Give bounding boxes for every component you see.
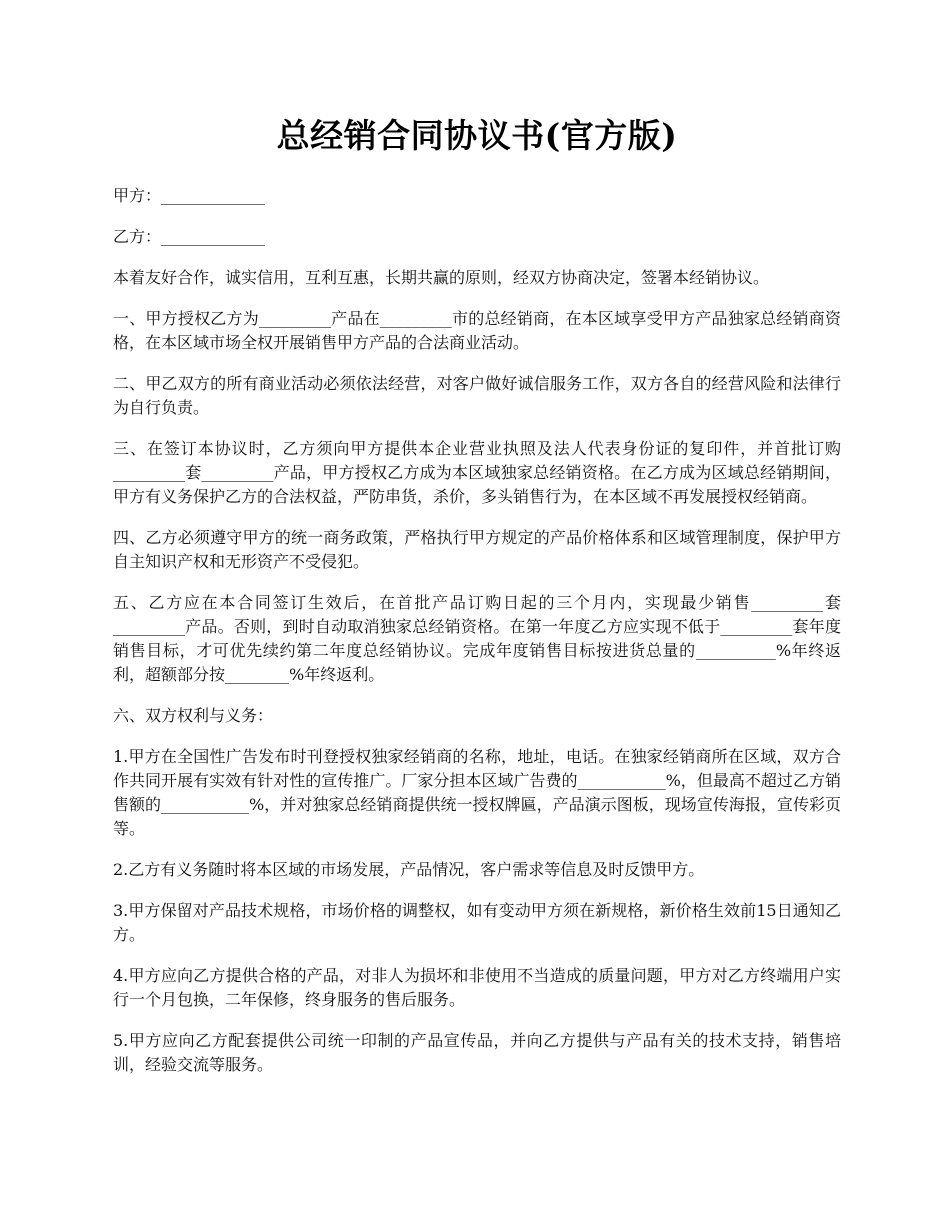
clause-3-paragraph: 三、在签订本协议时，乙方须向甲方提供本企业营业执照及法人代表身份证的复印件，并首批订购_________套_________产品，甲方授权乙方成为本区域独家总经销资格。在乙方成为区域总经销期间，甲方有义务保护乙方的合法权益，严防串货，杀价，多头销售行为，在本区域不再发展授权经销商。 [113,439,841,506]
clause-6-heading: 六、双方权利与义务： [113,706,274,725]
party-b-line: 乙方：_____________ [113,227,266,246]
item-4-paragraph: 4.甲方应向乙方提供合格的产品，对非人为损坏和非使用不当造成的质量问题，甲方对乙方终端用户实行一个月包换，二年保修，终身服务的售后服务。 [113,966,841,1009]
party-a-line: 甲方：_____________ [113,186,266,205]
item-1-paragraph: 1.甲方在全国性广告发布时刊登授权独家经销商的名称，地址，电话。在独家经销商所在区域，双方合作共同开展有实效有针对性的宣传推广。厂家分担本区域广告费的___________%，但最高不超过乙方销售额的___________%，并对独家总经销商提供统一授权牌匾，产品演示图板，现场宣传海报，宣传彩页等。 [113,747,841,838]
clause-2-paragraph: 二、甲乙双方的所有商业活动必须依法经营，对客户做好诚信服务工作，双方各自的经营风险和法律行为自行负责。 [113,374,841,417]
clause-1-paragraph: 一、甲方授权乙方为_________产品在_________市的总经销商，在本区域享受甲方产品独家总经销商资格，在本区域市场全权开展销售甲方产品的合法商业活动。 [113,309,841,352]
preamble-paragraph: 本着友好合作，诚实信用，互利互惠，长期共赢的原则，经双方协商决定，签署本经销协议。 [113,268,770,287]
document-page [113,0,841,1077]
document-title: 总经销合同协议书(官方版) [276,116,678,155]
clause-4-paragraph: 四、乙方必须遵守甲方的统一商务政策，严格执行甲方规定的产品价格体系和区域管理制度，保护甲方自主知识产权和无形资产不受侵犯。 [113,528,841,571]
clause-5-paragraph: 五、乙方应在本合同签订生效后，在首批产品订购日起的三个月内，实现最少销售_________套_________产品。否则，到时自动取消独家总经销资格。在第一年度乙方应实现不低于_________套年度销售目标，才可优先续约第二年度总经销协议。完成年度销售目标按进货总量的__________%年终返利，超额部分按________%年终返利。 [113,593,841,684]
item-2-paragraph: 2.乙方有义务随时将本区域的市场发展，产品情况，客户需求等信息及时反馈甲方。 [113,860,705,879]
item-5-paragraph: 5.甲方应向乙方配套提供公司统一印制的产品宣传品，并向乙方提供与产品有关的技术支持，销售培训，经验交流等服务。 [113,1031,841,1074]
item-3-paragraph: 3.甲方保留对产品技术规格，市场价格的调整权，如有变动甲方须在新规格，新价格生效前15日通知乙方。 [113,901,841,944]
